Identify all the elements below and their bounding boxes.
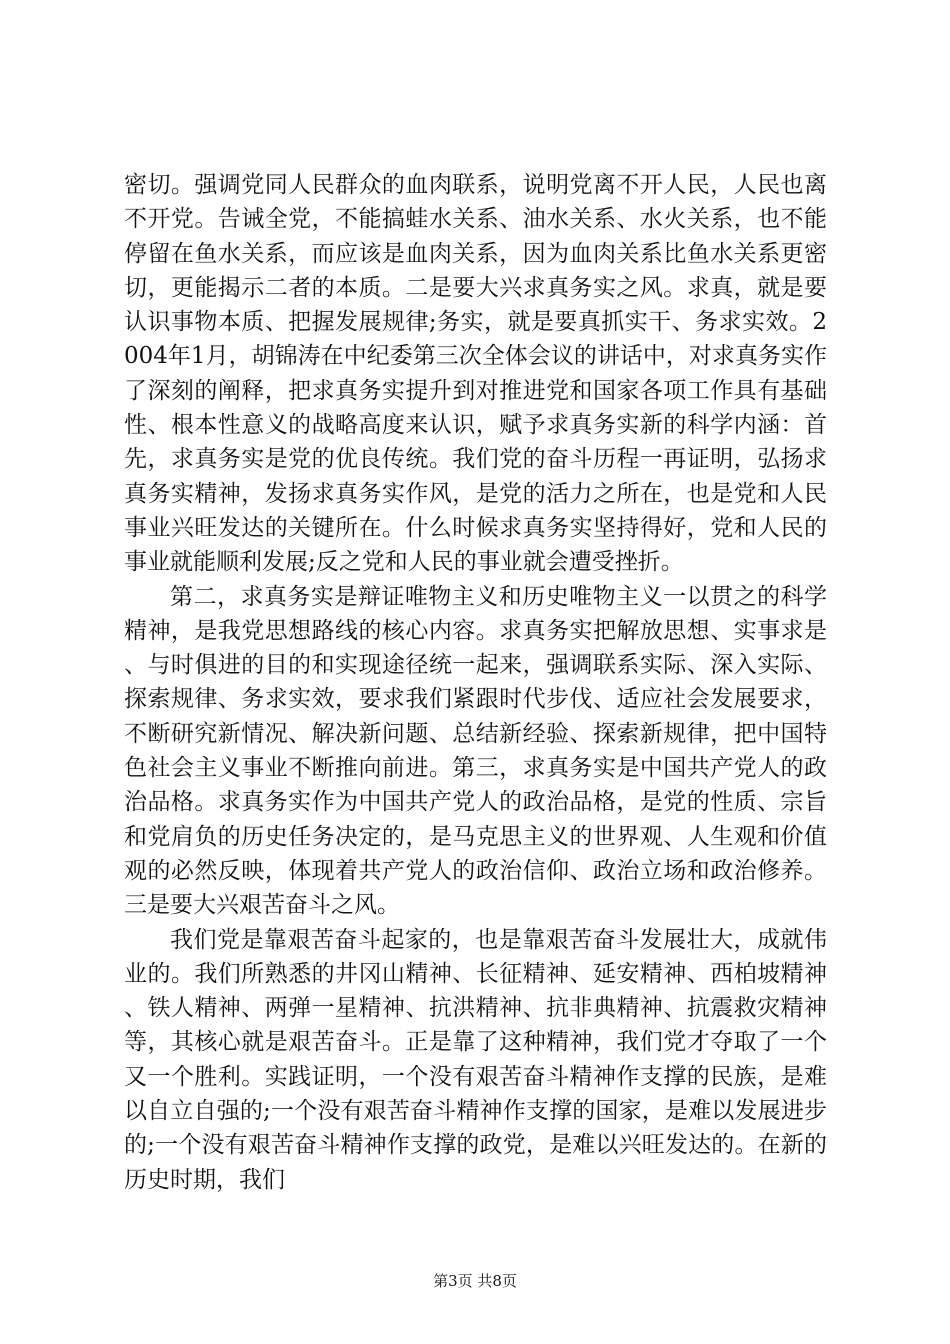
paragraph-2: 第二，求真务实是辩证唯物主义和历史唯物主义一以贯之的科学精神，是我党思想路线的核心内容。求真务实把解放思想、实事求是、与时俱进的目的和实现途径统一起来，强调联系实际、深入实际、探索规律、务求实效，要求我们紧跟时代步伐、适应社会发展要求，不断研究新情况、解决新问题、总结新经验、探索新规律，把中国特色社会主义事业不断推向前进。第三，求真务实是中国共产党人的政治品格。求真务实作为中国共产党人的政治品格，是党的性质、宗旨和党肩负的历史任务决定的，是马克思主义的世界观、人生观和价值观的必然反映，体现着共产党人的政治信仰、政治立场和政治修养。三是要大兴艰苦奋斗之风。 — [124, 583, 827, 919]
paragraph-1: 密切。强调党同人民群众的血肉联系，说明党离不开人民，人民也离不开党。告诫全党，不能搞蛙水关系、油水关系、水火关系，也不能停留在鱼水关系，而应该是血肉关系，因为血肉关系比鱼水关系更密切，更能揭示二者的本质。二是要大兴求真务实之风。求真，就是要认识事物本质、把握发展规律;务实，就是要真抓实干、务求实效。2004年1月，胡锦涛在中纪委第三次全体会议的讲话中，对求真务实作了深刻的阐释，把求真务实提升到对推进党和国家各项工作具有基础性、根本性意义的战略高度来认识，赋予求真务实新的科学内涵：首先，求真务实是党的优良传统。我们党的奋斗历程一再证明，弘扬求真务实精神，发扬求真务实作风，是党的活力之所在，也是党和人民事业兴旺发达的关键所在。什么时候求真务实坚持得好，党和人民的事业就能顺利发展;反之党和人民的事业就会遭受挫折。 — [124, 172, 827, 576]
page-footer — [0, 1271, 950, 1291]
page-number-label: 第3页 共8页 — [433, 1272, 517, 1290]
paragraph-3: 我们党是靠艰苦奋斗起家的，也是靠艰苦奋斗发展壮大，成就伟业的。我们所熟悉的井冈山精神、长征精神、延安精神、西柏坡精神、铁人精神、两弹一星精神、抗洪精神、抗非典精神、抗震救灾精神等，其核心就是艰苦奋斗。正是靠了这种精神，我们党才夺取了一个又一个胜利。实践证明，一个没有艰苦奋斗精神作支撑的民族，是难以自立自强的;一个没有艰苦奋斗精神作支撑的国家，是难以发展进步的;一个没有艰苦奋斗精神作支撑的政党，是难以兴旺发达的。在新的历史时期，我们 — [124, 926, 827, 1193]
document-body — [124, 168, 827, 1197]
